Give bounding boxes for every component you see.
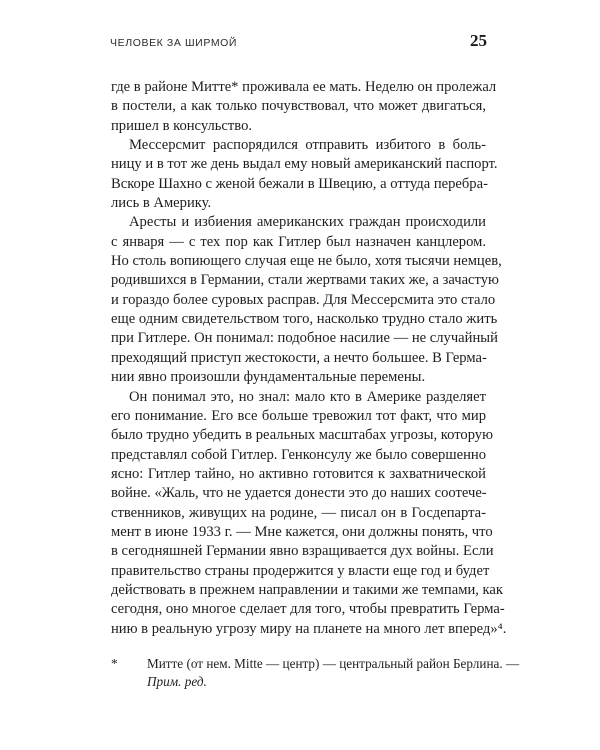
text-line: представлял собой Гитлер. Генконсулу же было совершенно	[111, 446, 486, 463]
text-line: ницу и в тот же день выдал ему новый американский паспорт.	[111, 156, 498, 173]
text-line: с января — с тех пор как Гитлер был назначен канцлером.	[111, 233, 486, 250]
text-line: Но столь вопиющего случая еще не было, хотя тысячи немцев,	[111, 253, 502, 270]
footnote-line: Прим. ред.	[147, 674, 207, 689]
text-line: в постели, а как только почувствовал, что может двигаться,	[111, 98, 486, 115]
text-line: его понимание. Его все больше тревожил тот факт, что мир	[111, 407, 486, 424]
text-line: лись в Америку.	[111, 195, 212, 212]
text-line: Мессерсмит распорядился отправить избитого в боль-	[129, 137, 486, 154]
footnote-line: Митте (от нем. Mitte — центр) — центральный район Берлина. —	[147, 656, 520, 671]
text-line: при Гитлере. Он понимал: подобное насилие — не случайный	[111, 330, 498, 347]
text-line: войне. «Жаль, что не удается донести это до наших соотече-	[111, 485, 487, 502]
text-line: пришел в консульство.	[111, 117, 253, 134]
text-line: Вскоре Шахно с женой бежали в Швецию, а оттуда перебра-	[111, 175, 488, 192]
main-text	[111, 78, 507, 639]
text-line: преходящий приступ жестокости, а нечто большее. В Герма-	[111, 349, 487, 366]
text-line: нию в реальную угрозу миру на планете на много лет вперед»⁴.	[111, 620, 507, 637]
text-line: ясно: Гитлер тайно, но активно готовится к захватнической	[111, 465, 486, 482]
footnote-marker: *	[111, 656, 118, 671]
text-line: и гораздо более суровых расправ. Для Мессерсмита это стало	[111, 291, 496, 308]
page-number: 25	[470, 31, 487, 50]
text-line: действовать в прежнем направлении и такими же темпами, как	[111, 581, 503, 598]
text-line: где в районе Митте* проживала ее мать. Неделю он пролежал	[111, 79, 497, 95]
text-line: еще одним свидетельством того, насколько трудно стало жить	[111, 311, 498, 328]
text-line: сегодня, оно многое сделает для того, чтобы превратить Герма-	[111, 601, 505, 618]
text-line: Он понимал это, но знал: мало кто в Америке разделяет	[129, 388, 486, 405]
running-title: ЧЕЛОВЕК ЗА ШИРМОЙ	[110, 37, 238, 49]
text-line: родившихся в Германии, стали жертвами таких же, а зачастую	[111, 272, 499, 289]
footnote	[111, 655, 520, 691]
text-line: правительство страны продержится у власти еще год и будет	[111, 562, 490, 579]
text-line: нии явно произошли фундаментальные перемены.	[111, 369, 426, 386]
text-line: ственников, живущих на родине, — писал он в Госдепарта-	[111, 504, 486, 521]
text-line: Аресты и избиения американских граждан происходили	[129, 214, 486, 231]
text-line: мент в июне 1933 г. — Мне кажется, они должны понять, что	[111, 523, 493, 540]
text-line: в сегодняшней Германии явно взращивается дух войны. Если	[111, 543, 494, 560]
text-line: было трудно убедить в реальных масштабах угрозы, которую	[111, 427, 494, 444]
